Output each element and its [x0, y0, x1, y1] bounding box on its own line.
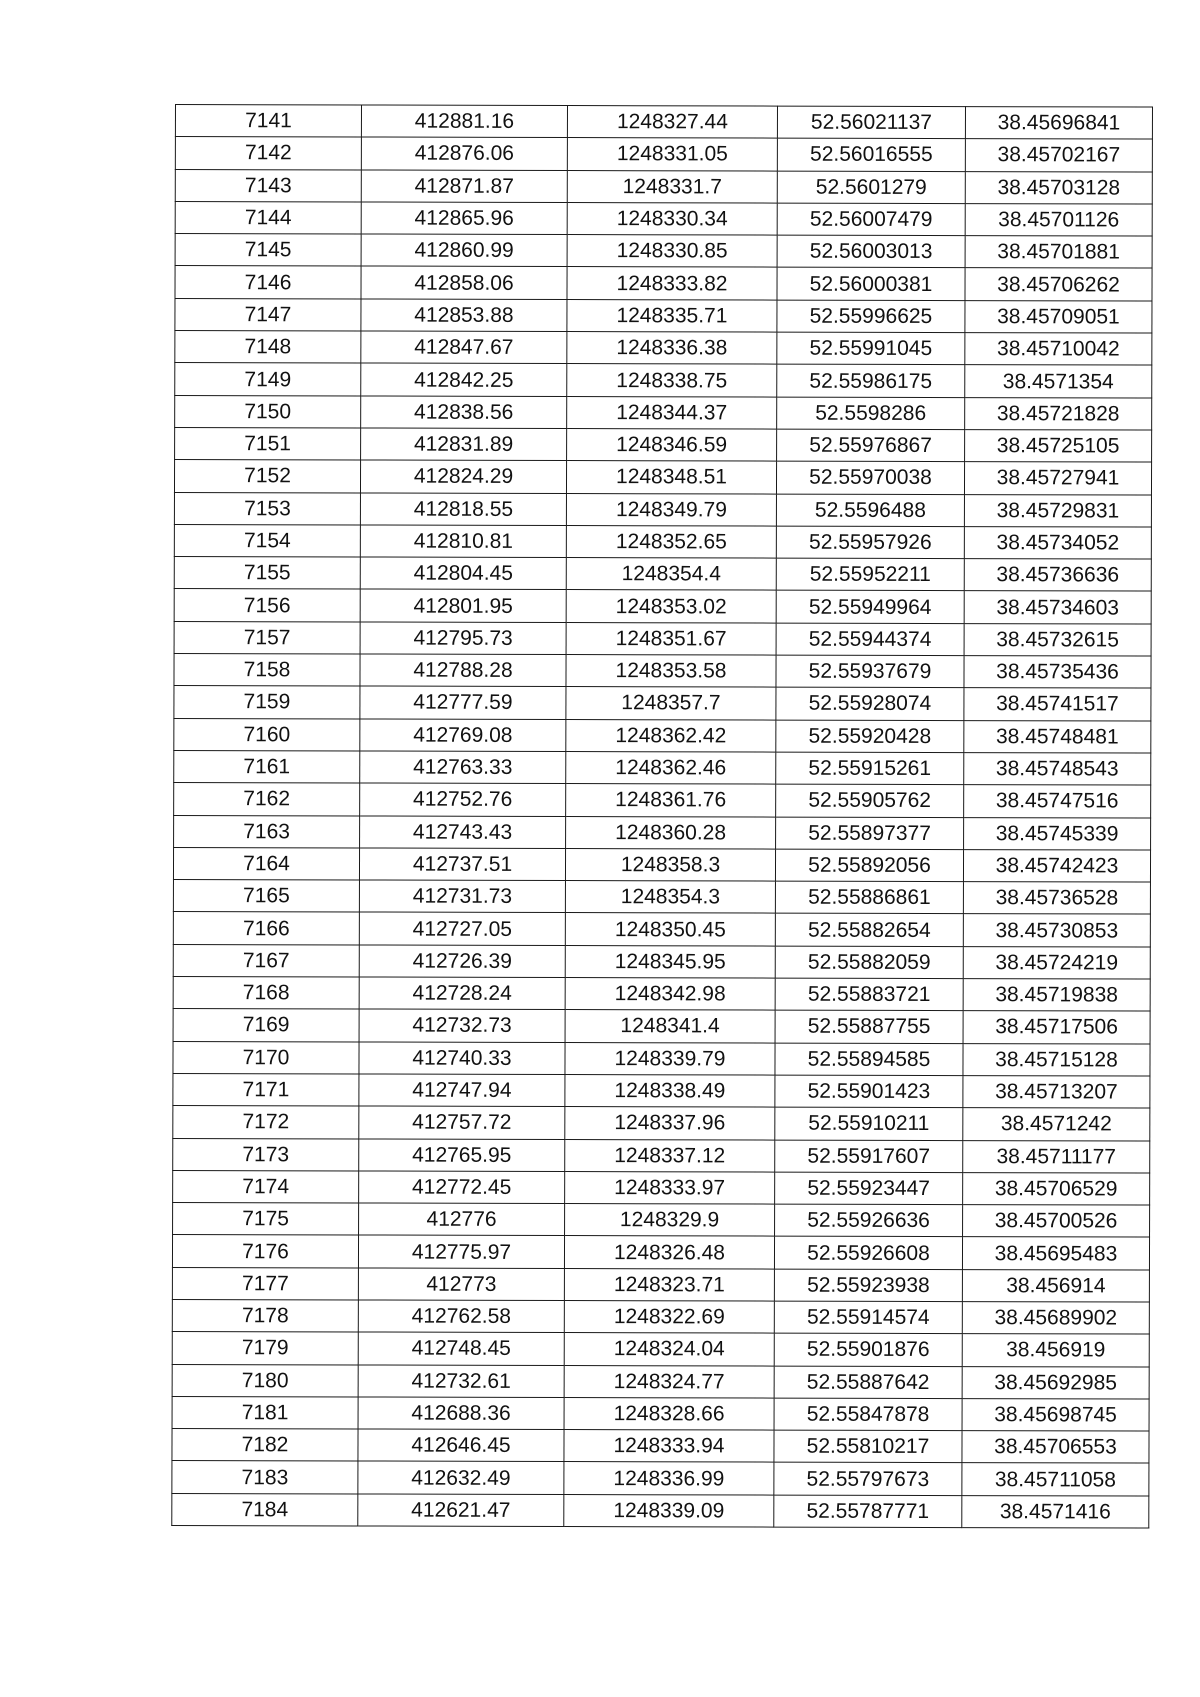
- easting-cell: 412740.33: [359, 1042, 565, 1075]
- latitude-cell: 38.45719838: [963, 979, 1150, 1012]
- table-row: [174, 654, 1151, 689]
- easting-cell: 412737.51: [359, 848, 565, 881]
- longitude-cell: 52.55926636: [775, 1204, 963, 1237]
- point-number-cell: 7158: [174, 654, 360, 687]
- latitude-cell: 38.45741517: [964, 688, 1151, 721]
- northing-cell: 1248331.05: [567, 138, 777, 171]
- longitude-cell: 52.55926608: [774, 1236, 962, 1269]
- point-number-cell: 7145: [175, 234, 361, 267]
- point-number-cell: 7164: [173, 847, 359, 880]
- longitude-cell: 52.55914574: [774, 1301, 962, 1334]
- table-row: [173, 912, 1150, 947]
- longitude-cell: 52.55915261: [776, 752, 964, 785]
- point-number-cell: 7141: [175, 105, 361, 138]
- latitude-cell: 38.45695483: [962, 1237, 1149, 1270]
- latitude-cell: 38.45689902: [962, 1302, 1149, 1335]
- easting-cell: 412777.59: [360, 686, 566, 719]
- northing-cell: 1248330.34: [567, 202, 777, 235]
- latitude-cell: 38.45711058: [962, 1463, 1149, 1496]
- easting-cell: 412824.29: [360, 460, 566, 493]
- point-number-cell: 7180: [172, 1364, 358, 1397]
- northing-cell: 1248339.09: [564, 1494, 774, 1527]
- latitude-cell: 38.45709051: [965, 300, 1152, 333]
- table-row: [173, 1073, 1150, 1108]
- northing-cell: 1248352.65: [566, 525, 776, 558]
- northing-cell: 1248350.45: [565, 913, 775, 946]
- longitude-cell: 52.55882059: [775, 946, 963, 979]
- latitude-cell: 38.45748481: [964, 720, 1151, 753]
- table-row: [174, 686, 1151, 721]
- northing-cell: 1248353.02: [566, 590, 776, 623]
- easting-cell: 412752.76: [360, 783, 566, 816]
- easting-cell: 412743.43: [360, 816, 566, 849]
- latitude-cell: 38.45724219: [963, 946, 1150, 979]
- longitude-cell: 52.55996625: [777, 300, 965, 333]
- northing-cell: 1248354.3: [565, 881, 775, 914]
- longitude-cell: 52.55957926: [776, 526, 964, 559]
- table-row: [172, 1396, 1149, 1431]
- point-number-cell: 7149: [175, 363, 361, 396]
- table-row: [175, 169, 1152, 204]
- longitude-cell: 52.5598286: [777, 397, 965, 430]
- easting-cell: 412842.25: [361, 363, 567, 396]
- northing-cell: 1248331.7: [567, 170, 777, 203]
- northing-cell: 1248333.97: [565, 1171, 775, 1204]
- point-number-cell: 7161: [174, 750, 360, 783]
- easting-cell: 412763.33: [360, 751, 566, 784]
- easting-cell: 412732.61: [358, 1365, 564, 1398]
- table-row: [174, 557, 1151, 592]
- latitude-cell: 38.45711177: [963, 1140, 1150, 1173]
- northing-cell: 1248344.37: [567, 396, 777, 429]
- point-number-cell: 7171: [173, 1073, 359, 1106]
- table-row: [174, 524, 1151, 559]
- latitude-cell: 38.4571354: [965, 365, 1152, 398]
- northing-cell: 1248323.71: [564, 1268, 774, 1301]
- longitude-cell: 52.55787771: [774, 1495, 962, 1528]
- northing-cell: 1248353.58: [566, 655, 776, 688]
- point-number-cell: 7154: [174, 524, 360, 557]
- table-row: [174, 589, 1151, 624]
- point-number-cell: 7148: [175, 331, 361, 364]
- point-number-cell: 7176: [172, 1235, 358, 1268]
- longitude-cell: 52.5601279: [777, 171, 965, 204]
- longitude-cell: 52.56000381: [777, 268, 965, 301]
- latitude-cell: 38.45698745: [962, 1398, 1149, 1431]
- table-row: [172, 1267, 1149, 1302]
- easting-cell: 412621.47: [358, 1494, 564, 1527]
- latitude-cell: 38.45742423: [963, 849, 1150, 882]
- table-row: [172, 1461, 1149, 1496]
- longitude-cell: 52.55986175: [777, 364, 965, 397]
- longitude-cell: 52.55937679: [776, 655, 964, 688]
- longitude-cell: 52.55810217: [774, 1430, 962, 1463]
- northing-cell: 1248348.51: [566, 461, 776, 494]
- northing-cell: 1248336.38: [567, 332, 777, 365]
- latitude-cell: 38.45727941: [964, 462, 1151, 495]
- latitude-cell: 38.45734603: [964, 591, 1151, 624]
- table-row: [172, 1493, 1149, 1528]
- northing-cell: 1248357.7: [566, 687, 776, 720]
- northing-cell: 1248336.99: [564, 1462, 774, 1495]
- northing-cell: 1248338.75: [567, 364, 777, 397]
- latitude-cell: 38.45710042: [965, 333, 1152, 366]
- point-number-cell: 7169: [173, 1009, 359, 1042]
- table-row: [175, 363, 1152, 398]
- latitude-cell: 38.45748543: [964, 753, 1151, 786]
- table-row: [172, 1332, 1149, 1367]
- longitude-cell: 52.55952211: [776, 558, 964, 591]
- longitude-cell: 52.55882654: [775, 913, 963, 946]
- point-number-cell: 7153: [174, 492, 360, 525]
- easting-cell: 412795.73: [360, 622, 566, 655]
- northing-cell: 1248337.96: [565, 1107, 775, 1140]
- easting-cell: 412831.89: [361, 428, 567, 461]
- northing-cell: 1248360.28: [566, 816, 776, 849]
- table-row: [174, 815, 1151, 850]
- point-number-cell: 7166: [173, 912, 359, 945]
- table-row: [174, 621, 1151, 656]
- point-number-cell: 7146: [175, 266, 361, 299]
- longitude-cell: 52.55894585: [775, 1043, 963, 1076]
- point-number-cell: 7160: [174, 718, 360, 751]
- easting-cell: 412788.28: [360, 654, 566, 687]
- point-number-cell: 7167: [173, 944, 359, 977]
- easting-cell: 412871.87: [361, 170, 567, 203]
- point-number-cell: 7181: [172, 1396, 358, 1429]
- point-number-cell: 7157: [174, 621, 360, 654]
- easting-cell: 412801.95: [360, 589, 566, 622]
- northing-cell: 1248333.82: [567, 267, 777, 300]
- northing-cell: 1248345.95: [565, 945, 775, 978]
- easting-cell: 412731.73: [359, 880, 565, 913]
- point-number-cell: 7142: [175, 137, 361, 170]
- latitude-cell: 38.45715128: [963, 1043, 1150, 1076]
- easting-cell: 412775.97: [358, 1235, 564, 1268]
- latitude-cell: 38.4571416: [962, 1495, 1149, 1528]
- latitude-cell: 38.45706553: [962, 1431, 1149, 1464]
- table-row: [175, 201, 1152, 236]
- easting-cell: 412765.95: [359, 1138, 565, 1171]
- longitude-cell: 52.55892056: [775, 849, 963, 882]
- point-number-cell: 7143: [175, 169, 361, 202]
- longitude-cell: 52.55976867: [777, 429, 965, 462]
- table-row: [173, 944, 1150, 979]
- point-number-cell: 7183: [172, 1461, 358, 1494]
- easting-cell: 412769.08: [360, 719, 566, 752]
- table-row: [174, 460, 1151, 495]
- easting-cell: 412876.06: [361, 137, 567, 170]
- longitude-cell: 52.55847878: [774, 1398, 962, 1431]
- table-body: [172, 105, 1153, 1529]
- easting-cell: 412853.88: [361, 299, 567, 332]
- easting-cell: 412762.58: [358, 1300, 564, 1333]
- point-number-cell: 7170: [173, 1041, 359, 1074]
- northing-cell: 1248333.94: [564, 1430, 774, 1463]
- easting-cell: 412773: [358, 1268, 564, 1301]
- northing-cell: 1248326.48: [564, 1236, 774, 1269]
- table-row: [173, 1203, 1150, 1238]
- northing-cell: 1248351.67: [566, 622, 776, 655]
- point-number-cell: 7147: [175, 298, 361, 331]
- latitude-cell: 38.45706262: [965, 268, 1152, 301]
- table-row: [174, 492, 1151, 527]
- northing-cell: 1248335.71: [567, 299, 777, 332]
- table-row: [173, 1041, 1150, 1076]
- northing-cell: 1248324.04: [564, 1333, 774, 1366]
- latitude-cell: 38.45696841: [965, 107, 1152, 140]
- table-row: [175, 137, 1152, 172]
- northing-cell: 1248329.9: [565, 1204, 775, 1237]
- table-row: [175, 234, 1152, 269]
- table-row: [173, 977, 1150, 1012]
- latitude-cell: 38.45692985: [962, 1366, 1149, 1399]
- coordinates-table: [171, 104, 1153, 1529]
- easting-cell: 412838.56: [361, 396, 567, 429]
- table-row: [174, 718, 1151, 753]
- table-row: [175, 105, 1152, 140]
- latitude-cell: 38.45717506: [963, 1011, 1150, 1044]
- northing-cell: 1248341.4: [565, 1010, 775, 1043]
- northing-cell: 1248362.46: [566, 751, 776, 784]
- point-number-cell: 7155: [174, 557, 360, 590]
- easting-cell: 412865.96: [361, 202, 567, 235]
- easting-cell: 412732.73: [359, 1009, 565, 1042]
- point-number-cell: 7165: [173, 880, 359, 913]
- table-row: [175, 298, 1152, 333]
- table-row: [172, 1364, 1149, 1399]
- longitude-cell: 52.55920428: [776, 720, 964, 753]
- point-number-cell: 7178: [172, 1299, 358, 1332]
- easting-cell: 412727.05: [359, 912, 565, 945]
- longitude-cell: 52.56007479: [777, 203, 965, 236]
- longitude-cell: 52.55928074: [776, 687, 964, 720]
- table-row: [175, 427, 1152, 462]
- longitude-cell: 52.55923938: [774, 1269, 962, 1302]
- point-number-cell: 7172: [173, 1106, 359, 1139]
- easting-cell: 412776: [359, 1203, 565, 1236]
- table-row: [175, 266, 1152, 301]
- longitude-cell: 52.55949964: [776, 591, 964, 624]
- longitude-cell: 52.55886861: [775, 881, 963, 914]
- latitude-cell: 38.45713207: [963, 1075, 1150, 1108]
- northing-cell: 1248322.69: [564, 1301, 774, 1334]
- table-row: [172, 1235, 1149, 1270]
- table-row: [172, 1299, 1149, 1334]
- table-row: [174, 783, 1151, 818]
- longitude-cell: 52.55905762: [776, 784, 964, 817]
- point-number-cell: 7159: [174, 686, 360, 719]
- table-row: [173, 1138, 1150, 1173]
- northing-cell: 1248342.98: [565, 978, 775, 1011]
- longitude-cell: 52.55910211: [775, 1107, 963, 1140]
- table-row: [173, 880, 1150, 915]
- longitude-cell: 52.55901876: [774, 1333, 962, 1366]
- table-row: [173, 1170, 1150, 1205]
- latitude-cell: 38.45700526: [963, 1205, 1150, 1238]
- latitude-cell: 38.45735436: [964, 656, 1151, 689]
- easting-cell: 412747.94: [359, 1074, 565, 1107]
- point-number-cell: 7150: [175, 395, 361, 428]
- longitude-cell: 52.55901423: [775, 1075, 963, 1108]
- table-row: [174, 750, 1151, 785]
- northing-cell: 1248330.85: [567, 235, 777, 268]
- latitude-cell: 38.45701881: [965, 236, 1152, 269]
- easting-cell: 412728.24: [359, 977, 565, 1010]
- northing-cell: 1248349.79: [566, 493, 776, 526]
- latitude-cell: 38.45732615: [964, 623, 1151, 656]
- easting-cell: 412818.55: [360, 493, 566, 526]
- longitude-cell: 52.56021137: [777, 106, 965, 139]
- longitude-cell: 52.55970038: [776, 461, 964, 494]
- easting-cell: 412772.45: [359, 1171, 565, 1204]
- northing-cell: 1248328.66: [564, 1397, 774, 1430]
- latitude-cell: 38.45725105: [965, 430, 1152, 463]
- point-number-cell: 7152: [174, 460, 360, 493]
- easting-cell: 412860.99: [361, 234, 567, 267]
- latitude-cell: 38.45706529: [963, 1172, 1150, 1205]
- longitude-cell: 52.55897377: [776, 817, 964, 850]
- table-row: [173, 1009, 1150, 1044]
- longitude-cell: 52.55991045: [777, 332, 965, 365]
- latitude-cell: 38.45745339: [964, 817, 1151, 850]
- northing-cell: 1248339.79: [565, 1042, 775, 1075]
- longitude-cell: 52.55917607: [775, 1140, 963, 1173]
- easting-cell: 412881.16: [361, 105, 567, 138]
- latitude-cell: 38.4571242: [963, 1108, 1150, 1141]
- easting-cell: 412748.45: [358, 1332, 564, 1365]
- latitude-cell: 38.45703128: [965, 171, 1152, 204]
- northing-cell: 1248354.4: [566, 558, 776, 591]
- easting-cell: 412757.72: [359, 1106, 565, 1139]
- table-row: [175, 395, 1152, 430]
- easting-cell: 412632.49: [358, 1461, 564, 1494]
- latitude-cell: 38.45736636: [964, 559, 1151, 592]
- point-number-cell: 7182: [172, 1429, 358, 1462]
- point-number-cell: 7173: [173, 1138, 359, 1171]
- easting-cell: 412847.67: [361, 331, 567, 364]
- easting-cell: 412810.81: [360, 525, 566, 558]
- latitude-cell: 38.45701126: [965, 203, 1152, 236]
- table-row: [173, 847, 1150, 882]
- point-number-cell: 7174: [173, 1170, 359, 1203]
- latitude-cell: 38.456919: [962, 1334, 1149, 1367]
- northing-cell: 1248327.44: [567, 106, 777, 139]
- longitude-cell: 52.55887642: [774, 1366, 962, 1399]
- point-number-cell: 7175: [173, 1203, 359, 1236]
- northing-cell: 1248337.12: [565, 1139, 775, 1172]
- longitude-cell: 52.56003013: [777, 235, 965, 268]
- table-row: [173, 1106, 1150, 1141]
- longitude-cell: 52.55887755: [775, 1010, 963, 1043]
- longitude-cell: 52.55883721: [775, 978, 963, 1011]
- longitude-cell: 52.55797673: [774, 1463, 962, 1496]
- latitude-cell: 38.45734052: [964, 526, 1151, 559]
- latitude-cell: 38.45729831: [964, 494, 1151, 527]
- latitude-cell: 38.45721828: [965, 397, 1152, 430]
- point-number-cell: 7184: [172, 1493, 358, 1526]
- point-number-cell: 7144: [175, 201, 361, 234]
- easting-cell: 412726.39: [359, 945, 565, 978]
- point-number-cell: 7162: [174, 783, 360, 816]
- northing-cell: 1248346.59: [567, 428, 777, 461]
- latitude-cell: 38.45736528: [963, 882, 1150, 915]
- point-number-cell: 7163: [174, 815, 360, 848]
- easting-cell: 412646.45: [358, 1429, 564, 1462]
- point-number-cell: 7179: [172, 1332, 358, 1365]
- table-row: [172, 1429, 1149, 1464]
- longitude-cell: 52.56016555: [777, 138, 965, 171]
- longitude-cell: 52.55923447: [775, 1172, 963, 1205]
- easting-cell: 412858.06: [361, 266, 567, 299]
- longitude-cell: 52.5596488: [776, 494, 964, 527]
- latitude-cell: 38.456914: [962, 1269, 1149, 1302]
- table-row: [175, 331, 1152, 366]
- point-number-cell: 7151: [175, 427, 361, 460]
- latitude-cell: 38.45747516: [964, 785, 1151, 818]
- northing-cell: 1248324.77: [564, 1365, 774, 1398]
- point-number-cell: 7156: [174, 589, 360, 622]
- point-number-cell: 7177: [172, 1267, 358, 1300]
- northing-cell: 1248362.42: [566, 719, 776, 752]
- northing-cell: 1248338.49: [565, 1074, 775, 1107]
- easting-cell: 412804.45: [360, 557, 566, 590]
- point-number-cell: 7168: [173, 977, 359, 1010]
- latitude-cell: 38.45730853: [963, 914, 1150, 947]
- longitude-cell: 52.55944374: [776, 623, 964, 656]
- northing-cell: 1248358.3: [565, 848, 775, 881]
- easting-cell: 412688.36: [358, 1397, 564, 1430]
- latitude-cell: 38.45702167: [965, 139, 1152, 172]
- northing-cell: 1248361.76: [566, 784, 776, 817]
